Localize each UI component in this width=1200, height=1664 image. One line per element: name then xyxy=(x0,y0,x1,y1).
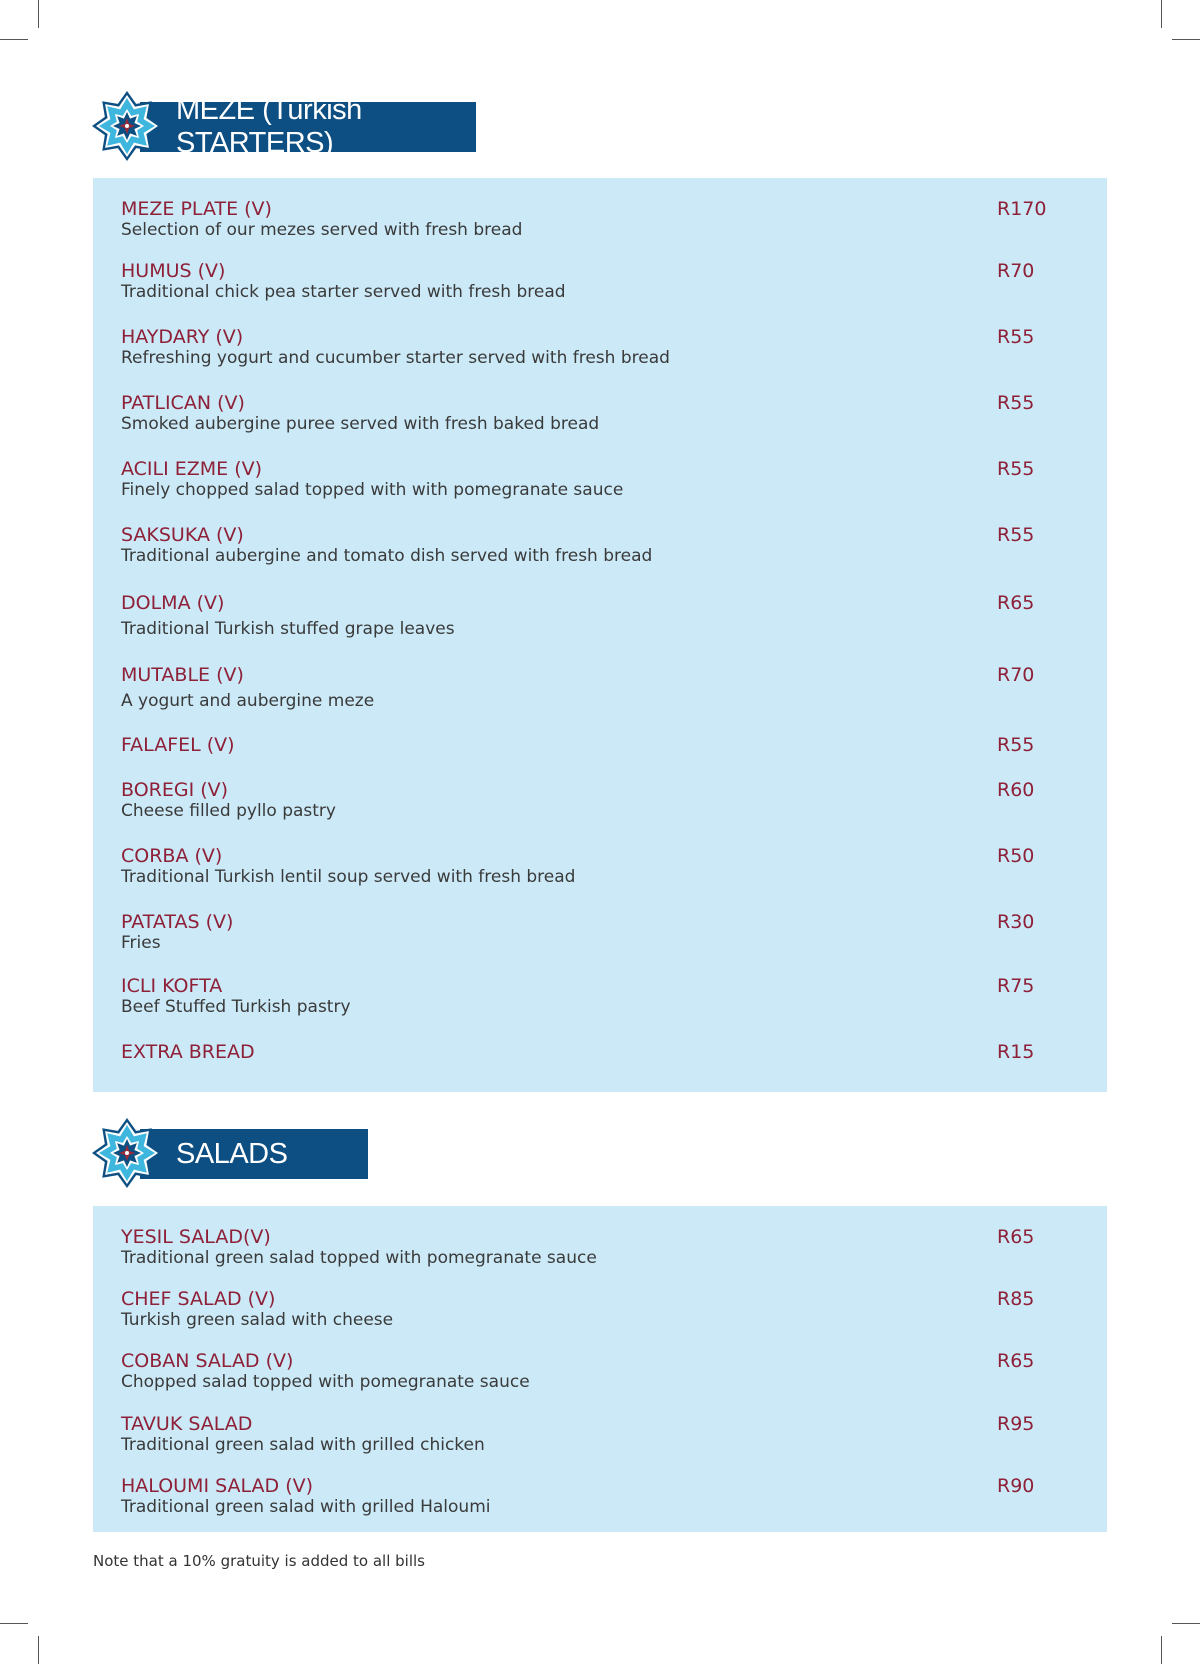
star-emblem-icon xyxy=(92,90,162,162)
menu-panel-salads xyxy=(93,1206,1107,1532)
menu-item xyxy=(121,198,1079,242)
menu-item xyxy=(121,392,1079,436)
item-description: Traditional green salad with grilled Haloumi xyxy=(121,1497,491,1517)
item-name: CORBA (V) xyxy=(121,845,223,867)
item-price: R85 xyxy=(997,1288,1035,1310)
item-price: R55 xyxy=(997,524,1035,546)
section-header-salads xyxy=(92,1117,392,1197)
item-name: COBAN SALAD (V) xyxy=(121,1350,294,1372)
menu-item xyxy=(121,592,1079,639)
item-price: R55 xyxy=(997,458,1035,480)
item-description: Selection of our mezes served with fresh bread xyxy=(121,220,523,240)
item-price: R15 xyxy=(997,1041,1035,1063)
item-price: R55 xyxy=(997,392,1035,414)
item-price: R65 xyxy=(997,1350,1035,1372)
item-description: Traditional green salad topped with pomegranate sauce xyxy=(121,1248,597,1268)
item-price: R55 xyxy=(997,734,1035,756)
item-price: R75 xyxy=(997,975,1035,997)
menu-item xyxy=(121,326,1079,370)
item-name: TAVUK SALAD xyxy=(121,1413,253,1435)
item-name: CHEF SALAD (V) xyxy=(121,1288,276,1310)
menu-item xyxy=(121,734,1079,778)
section-title-text: MEZE (Turkish STARTERS) xyxy=(176,94,362,159)
crop-mark xyxy=(0,39,28,40)
item-description: A yogurt and aubergine meze xyxy=(121,691,375,711)
crop-mark xyxy=(38,1636,39,1664)
item-name: HAYDARY (V) xyxy=(121,326,244,348)
menu-item xyxy=(121,845,1079,889)
item-name: EXTRA BREAD xyxy=(121,1041,255,1063)
star-emblem-icon xyxy=(92,1117,162,1189)
item-price: R95 xyxy=(997,1413,1035,1435)
menu-panel-meze xyxy=(93,178,1107,1092)
item-name: BOREGI (V) xyxy=(121,779,229,801)
item-description: Turkish green salad with cheese xyxy=(121,1310,394,1330)
crop-mark xyxy=(1161,1636,1162,1664)
item-price: R50 xyxy=(997,845,1035,867)
menu-item xyxy=(121,1350,1079,1394)
item-name: ICLI KOFTA xyxy=(121,975,223,997)
crop-mark xyxy=(1172,1623,1200,1624)
crop-mark xyxy=(38,0,39,28)
item-name: DOLMA (V) xyxy=(121,592,225,614)
menu-item xyxy=(121,1413,1079,1457)
item-name: MUTABLE (V) xyxy=(121,664,244,686)
menu-item xyxy=(121,524,1079,568)
item-price: R70 xyxy=(997,260,1035,282)
menu-item xyxy=(121,1475,1079,1519)
crop-mark xyxy=(1172,39,1200,40)
item-name: SAKSUKA (V) xyxy=(121,524,244,546)
item-price: R70 xyxy=(997,664,1035,686)
item-description: Traditional chick pea starter served with fresh bread xyxy=(121,282,566,302)
item-description: Fries xyxy=(121,933,161,953)
menu-item xyxy=(121,1288,1079,1332)
menu-item xyxy=(121,975,1079,1019)
item-description: Cheese filled pyllo pastry xyxy=(121,801,336,821)
item-description: Traditional Turkish stuffed grape leaves xyxy=(121,619,455,639)
item-name: HUMUS (V) xyxy=(121,260,226,282)
item-description: Traditional aubergine and tomato dish served with fresh bread xyxy=(121,546,653,566)
menu-item xyxy=(121,260,1079,304)
item-price: R55 xyxy=(997,326,1035,348)
item-name: PATLICAN (V) xyxy=(121,392,245,414)
item-description: Smoked aubergine puree served with fresh baked bread xyxy=(121,414,600,434)
gratuity-note: Note that a 10% gratuity is added to all bills xyxy=(93,1552,425,1570)
item-description: Traditional Turkish lentil soup served with fresh bread xyxy=(121,867,576,887)
item-description: Chopped salad topped with pomegranate sauce xyxy=(121,1372,530,1392)
menu-item xyxy=(121,911,1079,955)
menu-item xyxy=(121,664,1079,711)
section-title xyxy=(140,1129,368,1179)
item-description: Finely chopped salad topped with with pomegranate sauce xyxy=(121,480,624,500)
item-price: R170 xyxy=(997,198,1047,220)
item-name: YESIL SALAD(V) xyxy=(121,1226,271,1248)
crop-mark xyxy=(1161,0,1162,28)
item-description: Traditional green salad with grilled chicken xyxy=(121,1435,485,1455)
item-description: Beef Stuffed Turkish pastry xyxy=(121,997,351,1017)
section-header-meze xyxy=(92,90,492,170)
item-name: ACILI EZME (V) xyxy=(121,458,263,480)
crop-mark xyxy=(0,1623,28,1624)
item-price: R65 xyxy=(997,592,1035,614)
menu-item xyxy=(121,779,1079,823)
item-name: HALOUMI SALAD (V) xyxy=(121,1475,314,1497)
item-price: R60 xyxy=(997,779,1035,801)
menu-item xyxy=(121,1041,1079,1085)
item-price: R30 xyxy=(997,911,1035,933)
item-price: R65 xyxy=(997,1226,1035,1248)
item-description: Refreshing yogurt and cucumber starter served with fresh bread xyxy=(121,348,670,368)
section-title xyxy=(140,94,476,159)
menu-item xyxy=(121,458,1079,502)
item-name: PATATAS (V) xyxy=(121,911,234,933)
item-name: FALAFEL (V) xyxy=(121,734,235,756)
section-title-text: SALADS xyxy=(176,1137,288,1170)
item-price: R90 xyxy=(997,1475,1035,1497)
menu-item xyxy=(121,1226,1079,1270)
item-name: MEZE PLATE (V) xyxy=(121,198,272,220)
